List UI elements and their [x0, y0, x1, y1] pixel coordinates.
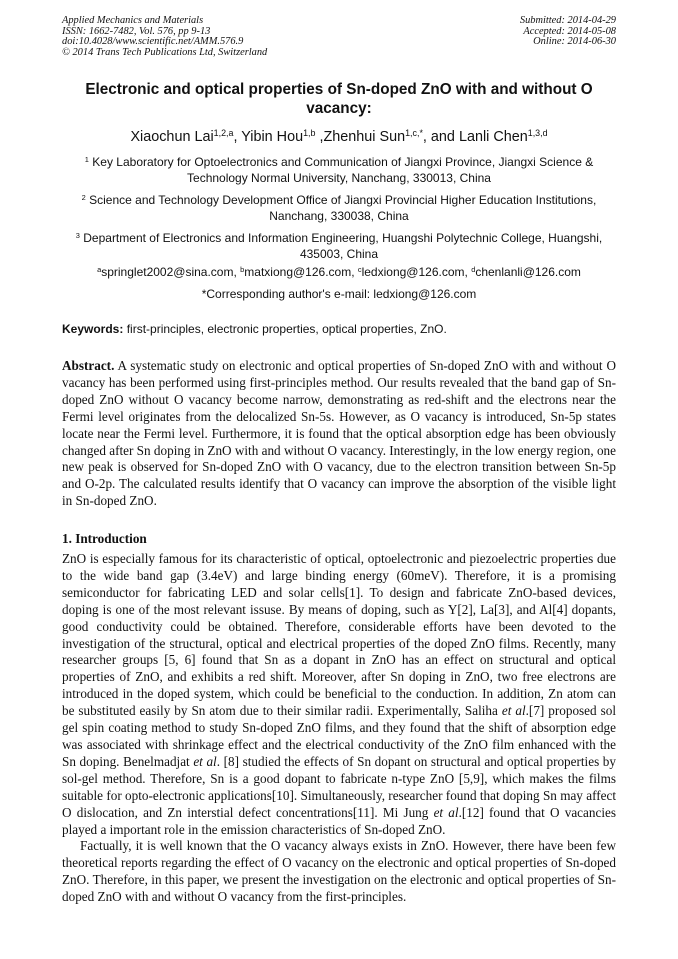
author-name: Zhenhui Sun — [323, 129, 406, 145]
accepted-date: Accepted: 2014-05-08 — [523, 25, 616, 37]
author-sup: 1,3,d — [527, 128, 548, 139]
paragraph: Factually, it is well known that the O vacancy always exists in ZnO. However, there have been few theoretical reports regarding the effect of O vacancy on the electronic and optical properties of Sn-doped ZnO. Therefore, in this paper, we present the investigation on the electronic and optical properties of Sn-doped ZnO with and without O vacancy from the first-principles. — [62, 838, 616, 905]
affiliation — [62, 193, 616, 224]
email-entry — [97, 265, 240, 279]
section-heading: 1. Introduction — [62, 531, 147, 546]
author-name: Lanli Chen — [458, 129, 528, 145]
email-sep: , — [464, 265, 472, 279]
author — [459, 129, 548, 145]
paper-title: Electronic and optical properties of Sn-doped ZnO with and without O vacancy: — [85, 81, 593, 117]
email-sep: , — [351, 265, 358, 279]
email-entry — [471, 265, 581, 279]
online-date: Online: 2014-06-30 — [533, 36, 616, 48]
affiliation-number: 2 — [81, 192, 86, 202]
submitted-date: Submitted: 2014-04-29 — [519, 15, 616, 26]
email-address: springlet2002@sina.com — [101, 265, 234, 279]
keywords — [62, 322, 616, 337]
text-run-italic: et al — [193, 753, 217, 769]
affiliation — [62, 155, 616, 186]
email-entry — [240, 265, 358, 279]
author-name: Xiaochun Lai — [130, 129, 214, 145]
email-sup: c — [357, 264, 362, 274]
author — [323, 129, 458, 145]
text-run: .[12] found that O vacancies played a important role in the emission characteristics of Sn-doped ZnO. — [62, 804, 616, 837]
journal-header-left — [62, 16, 267, 58]
author-list — [40, 129, 638, 146]
keywords-text: first-principles, electronic properties, optical properties, ZnO. — [123, 322, 447, 336]
abstract-text: A systematic study on electronic and optical properties of Sn-doped ZnO with and without O vacancy has been performed using first-principles method. Our results revealed that the band gap of Sn-doped ZnO without O vacancy become narrow, demonstrating as red-shift and the electrons near the Fermi level originates from the delocalized Sn-5s. However, as O vacancy is introduced, Sn-5p states locate near the Fermi level. Furthermore, it is found that the optical absorption edge has been obviously changed after Sn doping in ZnO with and without O vacancy. Interestingly, in the low energy region, one new peak is observed for Sn-doped ZnO with O vacancy, due to the electron transition between Sn-5p and O-2p. The calculated results identify that O vacancy can improve the absorption of the visible light in Sn-doped ZnO. — [62, 358, 616, 509]
author-sup: 1,2,a — [213, 128, 234, 139]
introduction-body — [62, 551, 616, 906]
email-sup: b — [240, 264, 245, 274]
text-run: . [8] studied the effects of Sn dopant on structural and optical properties by sol-gel method. Therefore, Sn is a good dopant to fabricate n-type ZnO [5,9], which makes the films suitable for opto-electronic applications[10]. Simultaneously, researcher found that doping Sn may affect O dislocation, and Zn interstial defect concentrations[11]. Mi Jung — [62, 753, 616, 820]
email-sep: , — [233, 265, 241, 279]
email-sup: d — [471, 264, 476, 274]
text-run: ZnO is especially famous for its characteristic of optical, optoelectronic and piezoelectric properties due to the wide band gap (3.4eV) and large binding energy (60meV). Therefore, it is a promising semiconductor for fabricating LED and solar cells[1]. To design and fabricate ZnO-based devices, doping is one of the most relevant issuse. By means of doping, such as Y[2], La[3], and Al[4] dopants, good conductivity could be obtained. Therefore, considerable efforts have been devoted to the investigation of the structural, optical and electrical properties of the doped ZnO films. Recently, many researcher groups [5, 6] found that Sn as a dopant in ZnO has an effect on structural and optical properties of ZnO, and exhibits a red shift. Moreover, after Sn doping in ZnO, two free electrons are introduced in the doped system, which could be beneficial to the conduction. In addition, Zn atom can be substituted easily by Sn atom due to their similar radii. Experimentally, Saliha — [62, 551, 616, 719]
journal-doi: doi:10.4028/www.scientific.net/AMM.576.9 — [62, 36, 244, 48]
journal-name: Applied Mechanics and Materials — [62, 15, 204, 26]
affiliation-text: Key Laboratory for Optoelectronics and Communication of Jiangxi Province, Jiangxi Science & Technology Normal University, Nanchang, 330013, China — [92, 155, 594, 185]
paragraph — [62, 551, 616, 838]
text-run-italic: et al — [501, 703, 526, 719]
affiliation-text: Science and Technology Development Office of Jiangxi Provincial Higher Education Institutions, Nanchang, 330038, China — [89, 193, 597, 223]
author — [130, 129, 241, 145]
journal-header-right — [520, 16, 616, 48]
email-sup: a — [97, 264, 102, 274]
author-sep: , — [315, 129, 324, 145]
author — [241, 129, 323, 145]
email-list — [62, 265, 616, 280]
email-address: ledxiong@126.com — [361, 265, 465, 279]
author-sup: 1,b — [303, 128, 316, 139]
affiliation-number: 1 — [84, 154, 89, 164]
email-address: chenlanli@126.com — [475, 265, 581, 279]
text-run-italic: et al — [433, 804, 459, 820]
author-sep: , and — [422, 129, 459, 145]
author-sup: 1,c,* — [405, 128, 423, 139]
email-address: matxiong@126.com — [244, 265, 352, 279]
text-run: .[7] proposed sol gel spin coating method to study Sn-doped ZnO films, and they found that the shift of absorption edge was associated with shrinkage effect and the electrical conductivity of the ZnO film enhanced with the Sn doping. Benelmadjat — [62, 703, 616, 769]
author-sep: , — [233, 129, 242, 145]
abstract-label: Abstract. — [62, 358, 115, 373]
affiliation-number: 3 — [75, 230, 80, 240]
author-name: Yibin Hou — [241, 129, 304, 145]
affiliation-text: Department of Electronics and Information Engineering, Huangshi Polytechnic College, Huangshi, 435003, China — [83, 231, 603, 261]
corresponding-author: *Corresponding author's e-mail: ledxiong@126.com — [201, 287, 477, 301]
journal-issn: ISSN: 1662-7482, Vol. 576, pp 9-13 — [62, 25, 211, 37]
keywords-label: Keywords: — [62, 322, 124, 336]
email-entry — [358, 265, 471, 279]
journal-copyright: © 2014 Trans Tech Publications Ltd, Switzerland — [62, 46, 268, 58]
abstract — [62, 358, 616, 510]
affiliation — [62, 231, 616, 262]
